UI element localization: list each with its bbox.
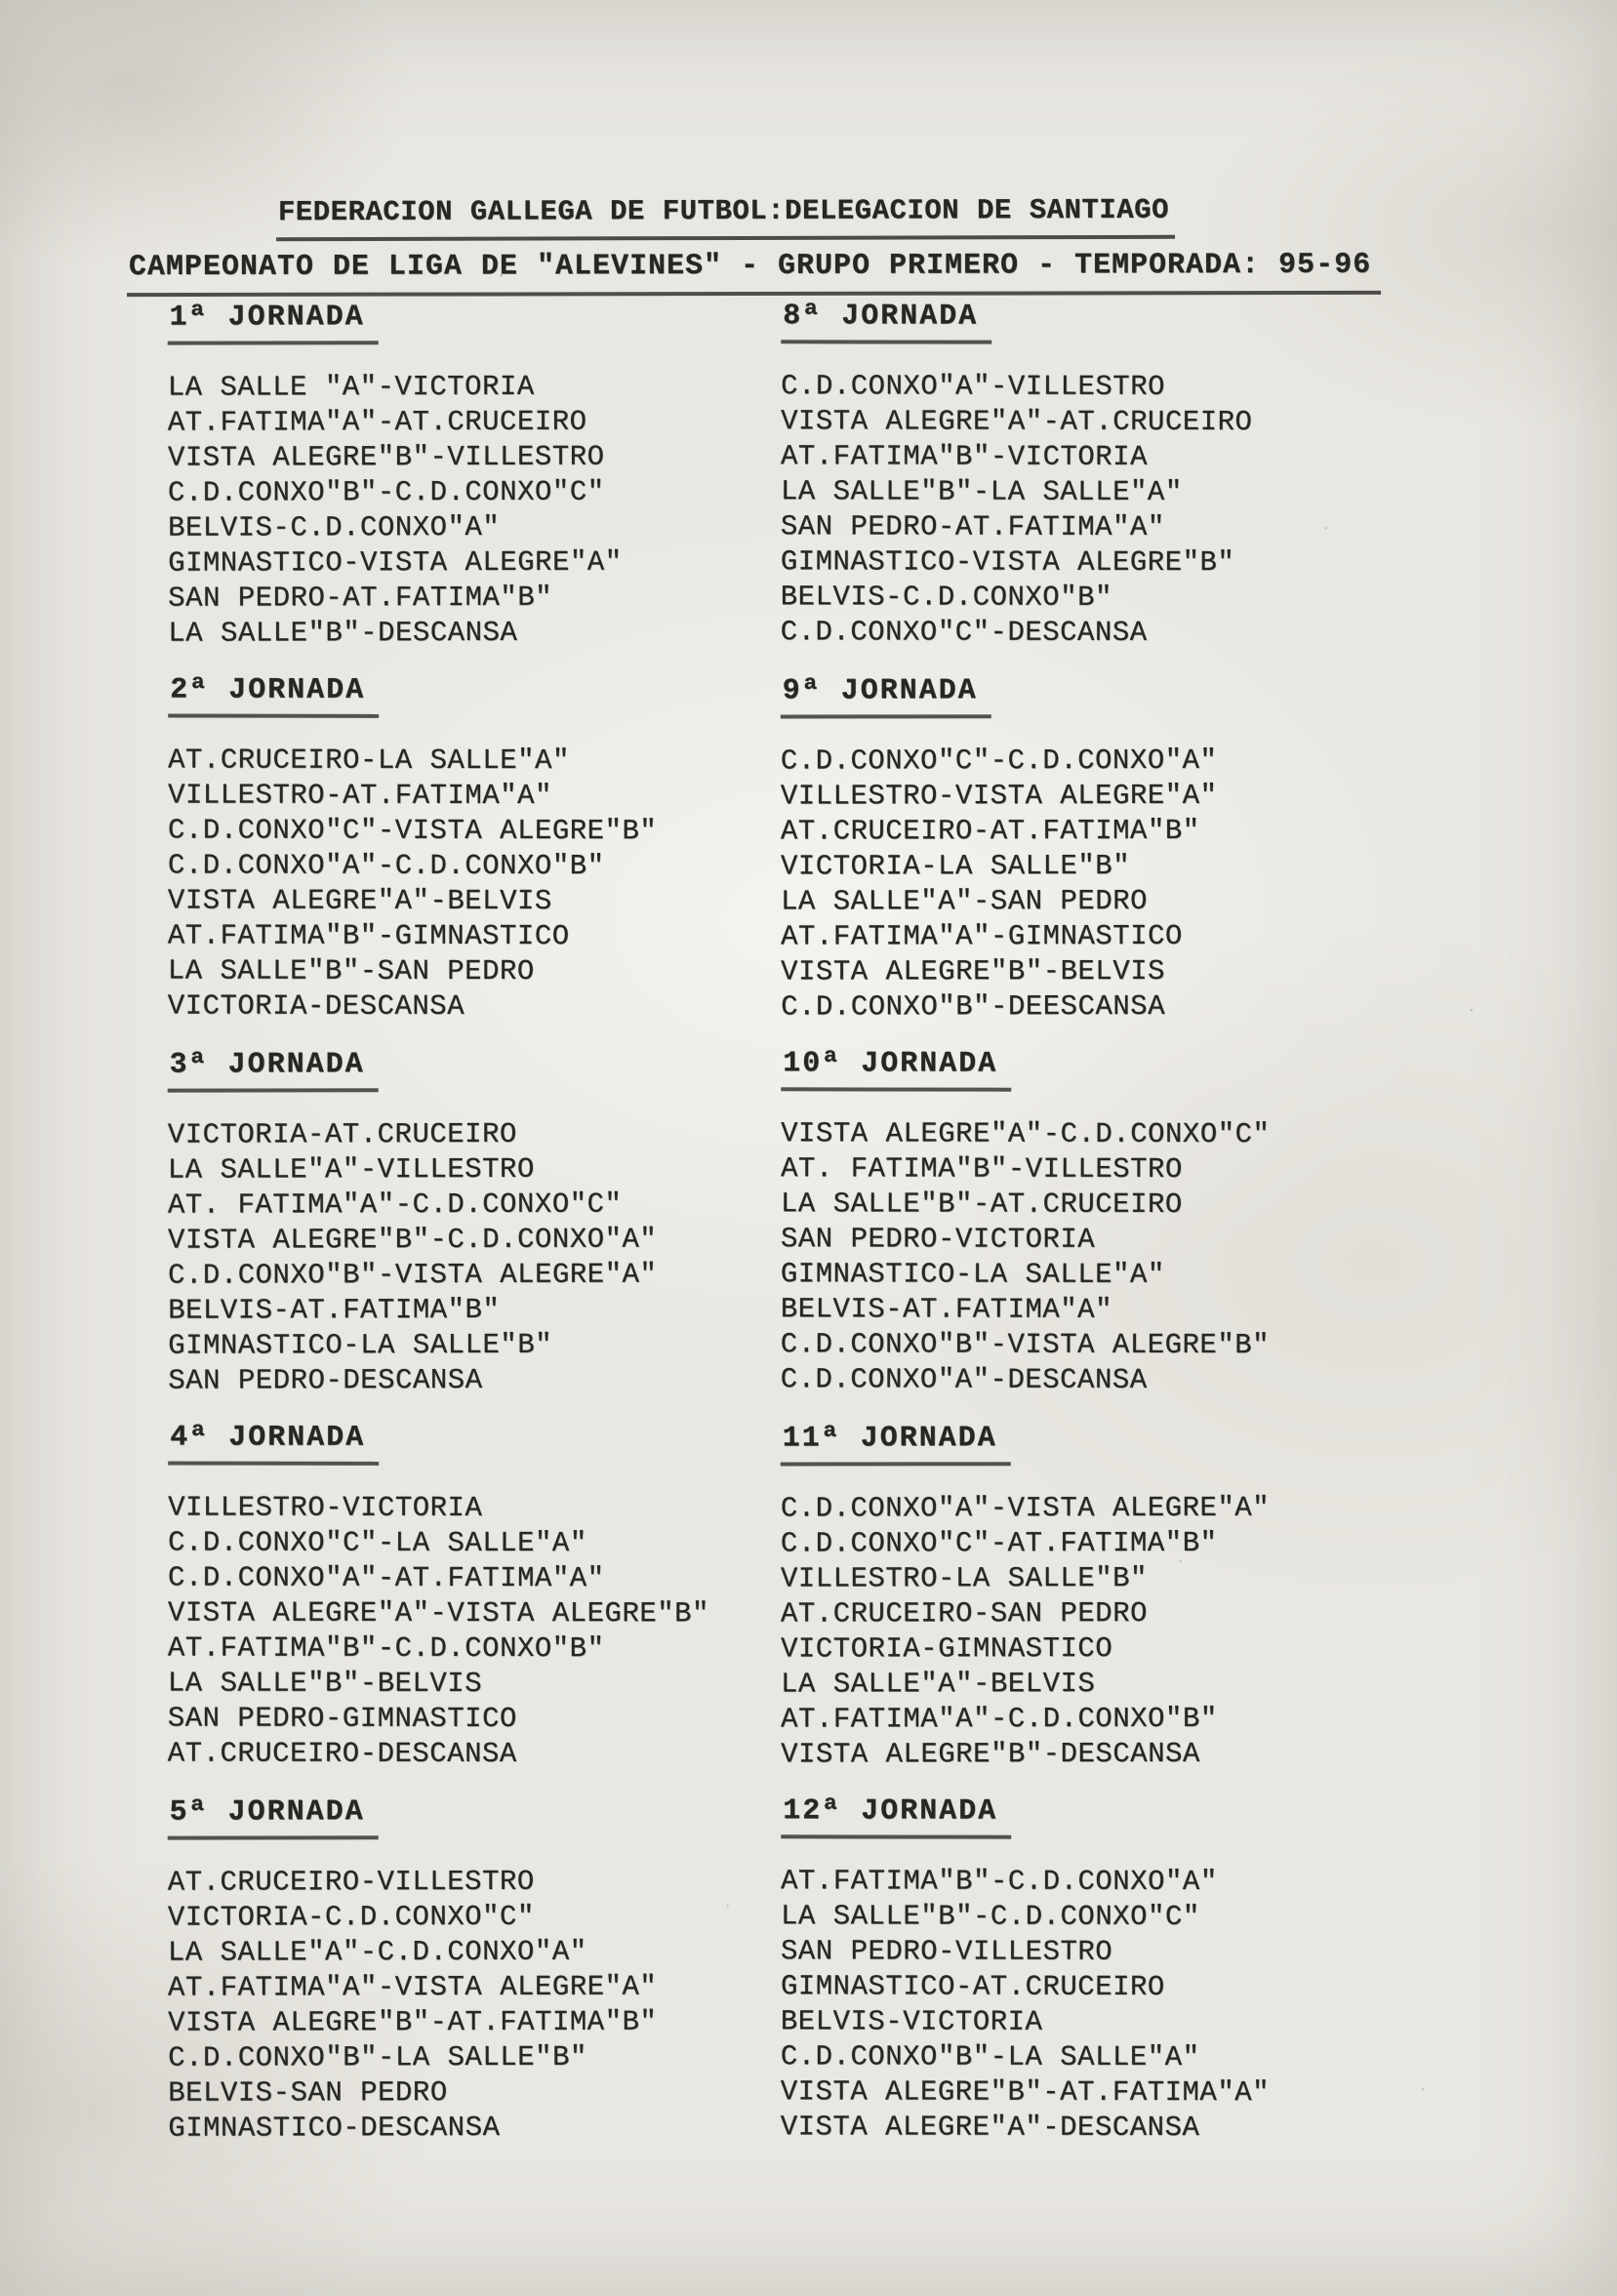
match-line: GIMNASTICO-DESCANSA	[168, 2111, 501, 2145]
match-line: C.D.CONXO"A"-C.D.CONXO"B"	[167, 849, 605, 883]
match-line: C.D.CONXO"C"-LA SALLE"A"	[168, 1526, 587, 1560]
match-line: AT.FATIMA"B"-VICTORIA	[781, 440, 1149, 473]
match-line: LA SALLE"B"-LA SALLE"A"	[780, 475, 1183, 509]
match-line: SAN PEDRO-GIMNASTICO	[167, 1702, 517, 1736]
match-line: AT.FATIMA"A"-AT.CRUCEIRO	[167, 405, 587, 439]
jornada-header: 12ª JORNADA	[781, 1794, 1011, 1838]
jornada-header: 10ª JORNADA	[781, 1047, 1011, 1091]
jornada-section	[168, 674, 798, 1026]
match-line: VILLESTRO-LA SALLE"B"	[780, 1562, 1148, 1595]
match-line: C.D.CONXO"B"-DEESCANSA	[781, 990, 1166, 1024]
match-line: LA SALLE"B"-SAN PEDRO	[167, 954, 535, 988]
jornada-header: 4ª JORNADA	[168, 1422, 379, 1466]
jornada-header: 1ª JORNADA	[168, 301, 379, 344]
match-list	[781, 1116, 1562, 1398]
match-line: AT.CRUCEIRO-AT.FATIMA"B"	[780, 814, 1200, 848]
match-line: LA SALLE"B"-BELVIS	[167, 1667, 483, 1700]
match-line: VISTA ALEGRE"A"-BELVIS	[167, 884, 552, 918]
jornada-section	[168, 300, 798, 651]
match-line: BELVIS-VICTORIA	[780, 2005, 1043, 2038]
match-list	[168, 1116, 798, 1398]
match-line: AT.FATIMA"A"-GIMNASTICO	[781, 919, 1183, 953]
match-line: LA SALLE"B"-DESCANSA	[168, 616, 518, 650]
match-line: VISTA ALEGRE"A"-VISTA ALEGRE"B"	[167, 1596, 709, 1631]
match-line: C.D.CONXO"A"-DESCANSA	[780, 1363, 1148, 1396]
match-line: AT.FATIMA"A"-VISTA ALEGRE"A"	[168, 1970, 658, 2004]
jornada-section	[781, 673, 1562, 1025]
match-line: AT.CRUCEIRO-LA SALLE"A"	[168, 744, 570, 778]
match-line: VISTA ALEGRE"A"-AT.CRUCEIRO	[781, 405, 1253, 439]
match-line: C.D.CONXO"B"-VISTA ALEGRE"B"	[780, 1328, 1271, 1362]
match-line: BELVIS-C.D.CONXO"A"	[168, 510, 501, 544]
jornada-section	[168, 1422, 798, 1773]
match-line: C.D.CONXO"C"-AT.FATIMA"B"	[780, 1526, 1218, 1560]
match-line: C.D.CONXO"B"-LA SALLE"A"	[780, 2040, 1200, 2074]
match-line: BELVIS-AT.FATIMA"B"	[168, 1293, 501, 1327]
match-line: LA SALLE"B"-AT.CRUCEIRO	[781, 1188, 1183, 1222]
match-line: BELVIS-C.D.CONXO"B"	[780, 581, 1112, 614]
match-list	[168, 1491, 797, 1773]
jornada-header: 11ª JORNADA	[781, 1422, 1011, 1466]
match-line: BELVIS-AT.FATIMA"A"	[780, 1293, 1113, 1326]
match-line: VISTA ALEGRE"B"-C.D.CONXO"A"	[168, 1223, 658, 1257]
match-line: AT.CRUCEIRO-VILLESTRO	[167, 1865, 535, 1899]
match-line: SAN PEDRO-AT.FATIMA"A"	[780, 510, 1165, 544]
match-line: C.D.CONXO"A"-AT.FATIMA"A"	[168, 1561, 605, 1595]
match-line: C.D.CONXO"B"-VISTA ALEGRE"A"	[168, 1258, 658, 1292]
match-line: VILLESTRO-VICTORIA	[168, 1491, 483, 1524]
match-line: LA SALLE"A"-C.D.CONXO"A"	[167, 1935, 587, 1969]
match-line: VISTA ALEGRE"B"-AT.FATIMA"A"	[780, 2075, 1271, 2110]
match-line: AT.FATIMA"B"-C.D.CONXO"B"	[167, 1631, 605, 1666]
match-line: GIMNASTICO-VISTA ALEGRE"A"	[168, 545, 623, 580]
match-line: C.D.CONXO"A"-VILLESTRO	[781, 370, 1166, 403]
jornada-section	[781, 1047, 1562, 1398]
match-line: VICTORIA-AT.CRUCEIRO	[167, 1117, 517, 1151]
match-line: VILLESTRO-VISTA ALEGRE"A"	[780, 779, 1218, 813]
match-line: AT.CRUCEIRO-DESCANSA	[167, 1737, 517, 1771]
match-line: GIMNASTICO-LA SALLE"A"	[780, 1258, 1165, 1291]
match-line: VISTA ALEGRE"B"-BELVIS	[781, 955, 1166, 988]
match-line: LA SALLE"A"-BELVIS	[781, 1668, 1096, 1701]
match-list	[781, 1490, 1561, 1772]
match-line: GIMNASTICO-AT.CRUCEIRO	[780, 1970, 1165, 2003]
match-line: LA SALLE"A"-VILLESTRO	[167, 1152, 535, 1187]
match-line: VILLESTRO-AT.FATIMA"A"	[168, 779, 552, 813]
match-list	[168, 1864, 798, 2146]
match-line: SAN PEDRO-AT.FATIMA"B"	[168, 581, 553, 615]
document-subtitle: CAMPEONATO DE LIGA DE "ALEVINES" - GRUPO PRIMERO - TEMPORADA: 95-96	[127, 249, 1381, 297]
match-list	[168, 369, 798, 651]
match-line: VISTA ALEGRE"B"-VILLESTRO	[167, 440, 605, 474]
left-column	[168, 301, 797, 2169]
match-line: VISTA ALEGRE"A"-DESCANSA	[780, 2111, 1200, 2145]
match-list	[781, 743, 1561, 1025]
document-title: FEDERACION GALLEGA DE FUTBOL:DELEGACION DE SANTIAGO	[276, 194, 1175, 241]
match-line: AT. FATIMA"A"-C.D.CONXO"C"	[167, 1188, 623, 1222]
match-line: AT.CRUCEIRO-SAN PEDRO	[781, 1597, 1149, 1631]
jornada-section	[781, 300, 1562, 651]
jornada-header: 9ª JORNADA	[781, 674, 991, 718]
jornada-section	[168, 1794, 798, 2146]
match-list	[781, 369, 1562, 651]
match-line: VICTORIA-LA SALLE"B"	[781, 850, 1131, 883]
jornada-header: 2ª JORNADA	[168, 674, 379, 718]
match-line: C.D.CONXO"B"-C.D.CONXO"C"	[168, 475, 605, 509]
match-line: AT. FATIMA"B"-VILLESTRO	[781, 1152, 1183, 1187]
match-line: C.D.CONXO"C"-DESCANSA	[780, 616, 1148, 649]
match-line: AT.FATIMA"B"-C.D.CONXO"A"	[781, 1865, 1218, 1899]
jornada-header: 3ª JORNADA	[168, 1048, 379, 1092]
match-line: GIMNASTICO-VISTA ALEGRE"B"	[780, 545, 1235, 580]
match-line: AT.FATIMA"A"-C.D.CONXO"B"	[781, 1702, 1218, 1736]
match-line: VICTORIA-GIMNASTICO	[781, 1632, 1113, 1666]
jornada-section	[781, 1794, 1562, 2146]
match-list	[168, 744, 797, 1026]
match-line: LA SALLE "A"-VICTORIA	[167, 370, 535, 404]
match-line: C.D.CONXO"B"-LA SALLE"B"	[168, 2040, 587, 2074]
match-line: VISTA ALEGRE"A"-C.D.CONXO"C"	[781, 1117, 1271, 1151]
match-line: VISTA ALEGRE"B"-AT.FATIMA"B"	[168, 2005, 658, 2039]
jornada-section	[781, 1421, 1562, 1772]
match-line: VICTORIA-C.D.CONXO"C"	[167, 1900, 535, 1934]
jornada-header: 8ª JORNADA	[781, 300, 991, 343]
match-line: VISTA ALEGRE"B"-DESCANSA	[781, 1737, 1200, 1771]
match-line: GIMNASTICO-LA SALLE"B"	[168, 1328, 553, 1362]
match-line: LA SALLE"A"-SAN PEDRO	[781, 885, 1149, 918]
jornada-section	[168, 1047, 798, 1398]
match-line: LA SALLE"B"-C.D.CONXO"C"	[781, 1900, 1200, 1934]
match-line: C.D.CONXO"A"-VISTA ALEGRE"A"	[780, 1491, 1271, 1525]
match-line: C.D.CONXO"C"-C.D.CONXO"A"	[780, 744, 1218, 778]
match-list	[781, 1864, 1562, 2146]
jornada-header: 5ª JORNADA	[168, 1795, 379, 1839]
match-line: SAN PEDRO-DESCANSA	[168, 1364, 483, 1397]
match-line: SAN PEDRO-VILLESTRO	[781, 1935, 1113, 1968]
match-line: AT.FATIMA"B"-GIMNASTICO	[167, 919, 570, 953]
match-line: SAN PEDRO-VICTORIA	[780, 1223, 1096, 1256]
match-line: VICTORIA-DESCANSA	[167, 989, 465, 1023]
match-line: C.D.CONXO"C"-VISTA ALEGRE"B"	[168, 814, 658, 848]
right-column	[781, 301, 1561, 2169]
match-line: BELVIS-SAN PEDRO	[168, 2076, 448, 2110]
